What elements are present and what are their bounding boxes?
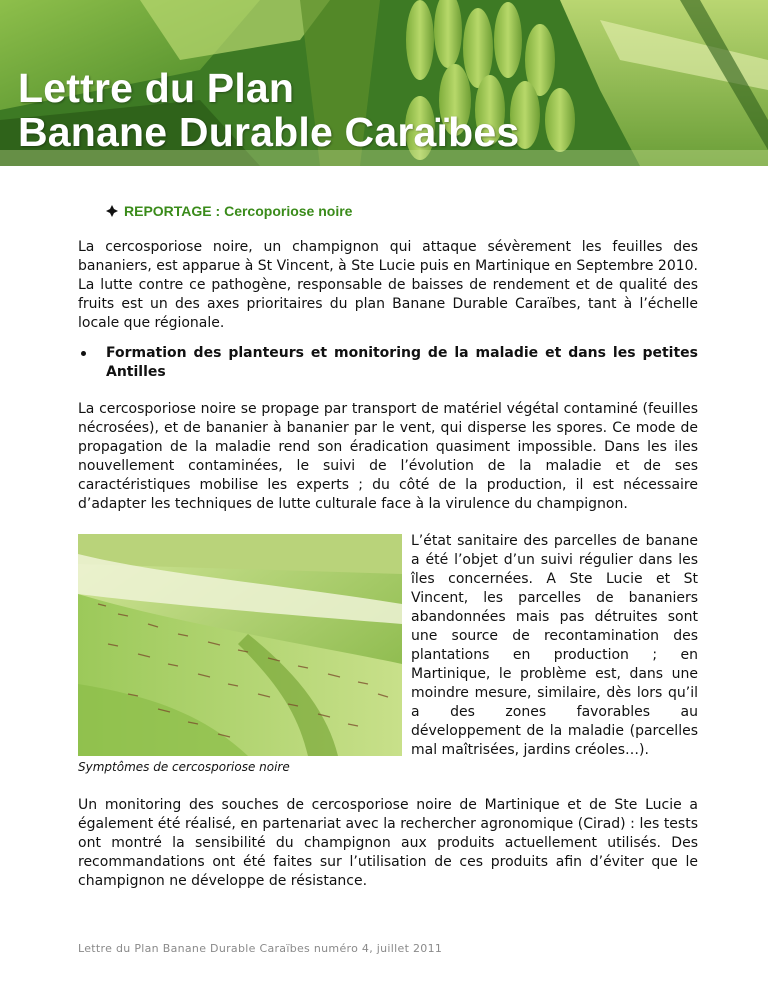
subsection-heading	[106, 344, 698, 382]
intro-paragraph: La cercosporiose noire, un champignon qui attaque sévèrement les feuilles des bananiers, est apparue à St Vincent, à Ste Lucie puis en Martinique en Septembre 2010. La lutte contre ce pathogène, responsable de baisses de rendement et de qualité des fruits est un des axes prioritaires du plan Banane Durable Caraïbes, tant à l’échelle locale que régionale.	[78, 239, 698, 331]
leaf-symptom-photo	[78, 534, 402, 756]
section-heading-text: REPORTAGE : Cercoporiose noire	[124, 203, 353, 219]
section-heading	[106, 203, 352, 219]
diamond-bullet-icon	[106, 205, 118, 217]
title-line-1: Lettre du Plan	[18, 65, 295, 111]
page-footer: Lettre du Plan Banane Durable Caraïbes numéro 4, juillet 2011	[78, 942, 443, 955]
body-paragraph: La cercosporiose noire se propage par transport de matériel végétal contaminé (feuilles nécrosées), et de bananier à bananier par le vent, qui disperse les spores. Ce mode de propagation de la maladie rend son éradication quasiment impossible. Dans les iles nouvellement contaminées, le suivi de l’évolution de la maladie et de ses caractéristiques mobilise les experts ; du côté de la production, il est nécessaire d’adapter les techniques de lutte culturale face à la virulence du champignon.	[78, 401, 698, 512]
header-banner	[0, 0, 768, 166]
photo-caption: Symptômes de cercosporiose noire	[78, 760, 290, 774]
bullet-dot-icon	[81, 351, 86, 356]
closing-paragraph: Un monitoring des souches de cercosporiose noire de Martinique et de Ste Lucie a également été réalisé, en partenariat avec la rechercher agronomique (Cirad) : les tests ont montré la sensibilité du champignon aux produits actuellement utilisés. Des recommandations ont été faites sur l’utilisation de ces produits afin d’éviter que le champignon ne développe de résistance.	[78, 797, 698, 889]
subsection-heading-text: Formation des planteurs et monitoring de la maladie et dans les petites Antilles	[106, 345, 698, 380]
side-paragraph: L’état sanitaire des parcelles de banane a été l’objet d’un suivi régulier dans les îles concernées. A Ste Lucie et St Vincent, les parcelles de bananiers abandonnées mais pas détruites sont une source de recontamination des plantations en production ; en Martinique, le problème est, dans une moindre mesure, similaire, dès lors qu’il a des zones favorables au développement de la maladie (parcelles mal maîtrisées, jardins créoles…).	[411, 533, 698, 758]
banana-leaf-image	[78, 534, 402, 756]
title-line-2: Banane Durable Caraïbes	[18, 109, 520, 155]
newsletter-title	[18, 66, 519, 154]
